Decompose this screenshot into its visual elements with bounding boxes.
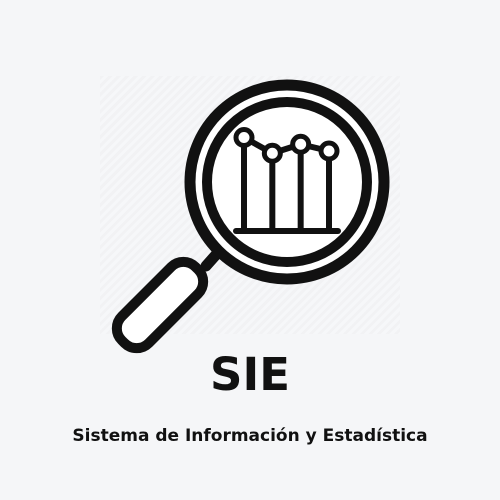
magnifier-outer-ring [190,85,384,279]
brand-acronym: SIE [210,348,290,401]
chart-point [321,143,337,159]
chart-point [293,136,309,152]
chart-point [236,130,252,146]
brand-full-name: Sistema de Información y Estadística [72,426,428,446]
chart-point [264,145,280,161]
magnifier-handle [110,255,210,355]
